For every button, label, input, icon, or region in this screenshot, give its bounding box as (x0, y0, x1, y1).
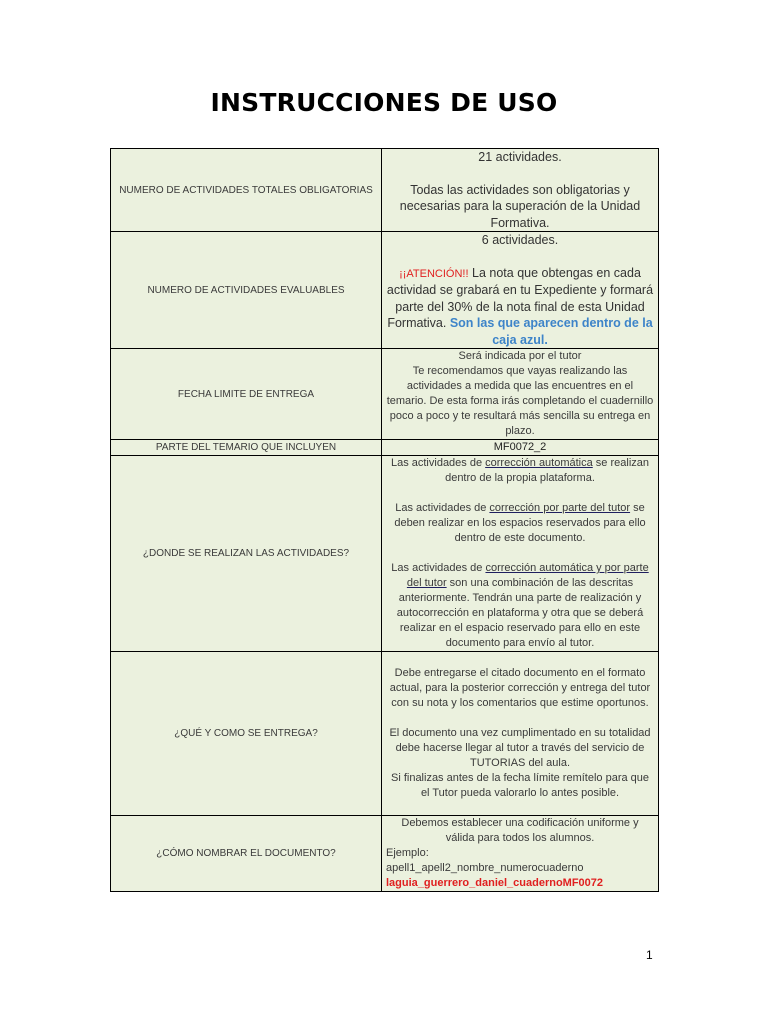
table-row-naming (111, 816, 659, 892)
auto-correction-term: corrección automática (485, 457, 593, 469)
value-deadline (382, 349, 659, 440)
naming-pattern: apell1_apell2_nombre_numerocuaderno (386, 862, 584, 874)
total-activities-text: Todas las actividades son obligatorias y necesarias para la superación de la Unidad Formativa. (399, 182, 641, 230)
value-evaluable-activities (382, 232, 659, 349)
label-syllabus: PARTE DEL TEMARIO QUE INCLUYEN (111, 440, 382, 456)
naming-paragraph: Debemos establecer una codificación uniforme y válida para todos los alumnos. (401, 817, 639, 844)
value-where (382, 456, 659, 652)
value-total-activities (382, 149, 659, 232)
deadline-line1: Será indicada por el tutor (458, 350, 582, 362)
where-paragraph-3: Las actividades de corrección automática y por parte del tutor son una combinación de las descritas anteriormente. Tendrán una parte de realización y autocorrección en plataforma y otra que se deberá realizar en el espacio reservado para ello en este documento para envío al tutor. (391, 562, 649, 649)
label-delivery: ¿QUÉ Y COMO SE ENTREGA? (111, 652, 382, 816)
page-number: 1 (646, 948, 653, 962)
combined-correction-term: corrección automática y por parte del tutor (406, 562, 649, 589)
naming-example: laguia_guerrero_daniel_cuadernoMF0072 (386, 877, 604, 889)
table-row-syllabus (111, 440, 659, 456)
page-title: INSTRUCCIONES DE USO (210, 88, 558, 117)
attention-warning: ¡¡ATENCIÓN!! (399, 267, 469, 280)
evaluable-activities-text (386, 265, 654, 349)
value-naming (382, 816, 659, 892)
value-syllabus: MF0072_2 (382, 440, 659, 456)
label-where: ¿DONDE SE REALIZAN LAS ACTIVIDADES? (111, 456, 382, 652)
table-row-where (111, 456, 659, 652)
instructions-table (110, 148, 659, 892)
label-deadline: FECHA LIMITE DE ENTREGA (111, 349, 382, 440)
label-naming: ¿CÓMO NOMBRAR EL DOCUMENTO? (111, 816, 382, 892)
delivery-paragraph-2: El documento una vez cumplimentado en su totalidad debe hacerse llegar al tutor a través del servicio de TUTORIAS del aula. (389, 727, 651, 769)
naming-example-label: Ejemplo: (386, 847, 429, 859)
where-paragraph-2: Las actividades de corrección por parte del tutor se deben realizar en los espacios reservados para ello dentro de este documento. (394, 502, 646, 544)
label-total-activities: NUMERO DE ACTIVIDADES TOTALES OBLIGATORIAS (111, 149, 382, 232)
table-row-delivery (111, 652, 659, 816)
evaluable-activities-count: 6 actividades. (481, 233, 559, 247)
tutor-correction-term: corrección por parte del tutor (489, 502, 631, 514)
table-row-deadline (111, 349, 659, 440)
deadline-text: Te recomendamos que vayas realizando las actividades a medida que las encuentres en el temario. De esta forma irás completando el cuadernillo poco a poco y te resultará más sencilla su entrega en plazo. (386, 365, 654, 437)
blue-box-highlight: Son las que aparecen dentro de la caja azul. (449, 316, 653, 347)
label-evaluable-activities: NUMERO DE ACTIVIDADES EVALUABLES (111, 232, 382, 349)
delivery-paragraph-3: Si finalizas antes de la fecha límite remítelo para que el Tutor pueda valorarlo lo antes posible. (390, 772, 650, 799)
value-delivery (382, 652, 659, 816)
delivery-paragraph-1: Debe entregarse el citado documento en el formato actual, para la posterior corrección y entrega del tutor con su nota y los comentarios que estime oportunos. (389, 667, 651, 709)
table-row-evaluable-activities (111, 232, 659, 349)
evaluable-note: La nota que obtengas en cada actividad se grabará en tu Expediente y formará parte del 30% de la nota final de esta Unidad Formativa. (386, 265, 654, 330)
total-activities-count: 21 actividades. (478, 150, 562, 164)
table-row-total-activities (111, 149, 659, 232)
where-paragraph-1: Las actividades de corrección automática se realizan dentro de la propia plataforma. (390, 457, 650, 484)
